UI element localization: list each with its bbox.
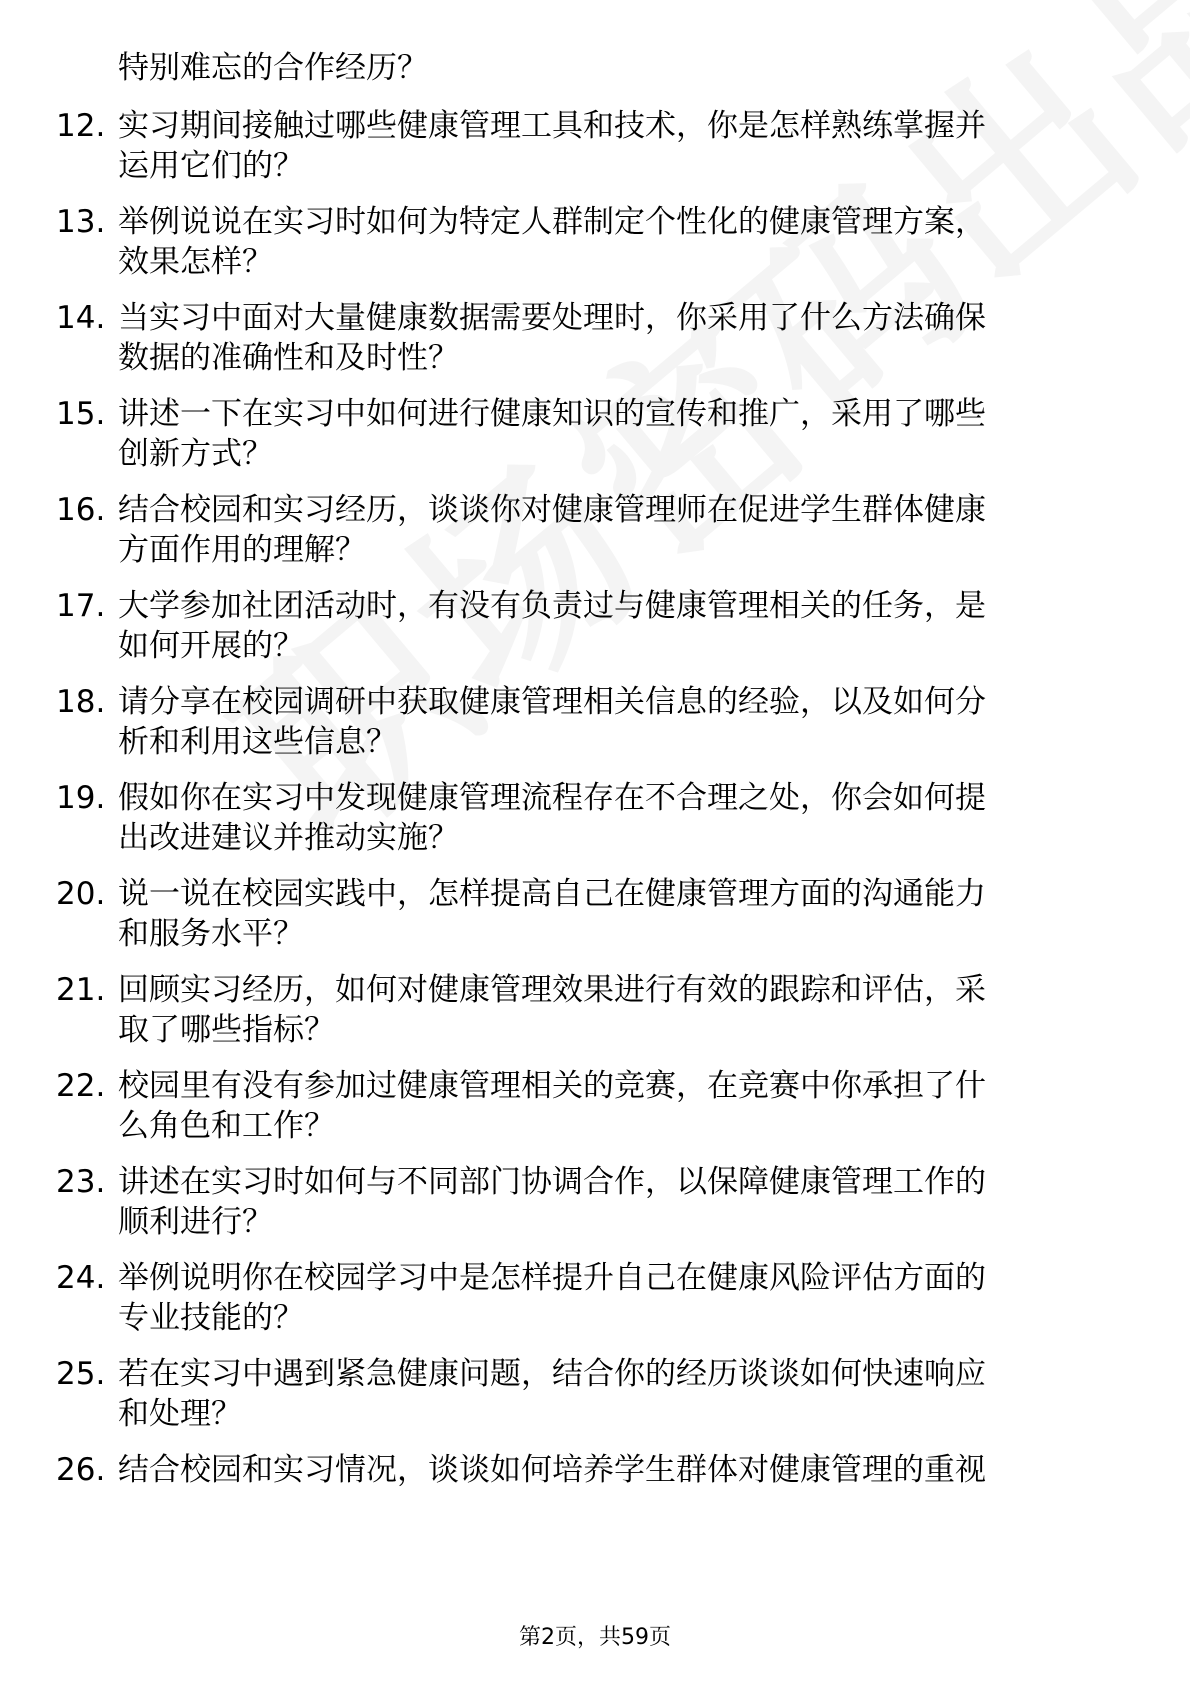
question-text-line: 大学参加社团活动时，有没有负责过与健康管理相关的任务，是 [118,588,986,624]
question-text-line: 当实习中面对大量健康数据需要处理时，你采用了什么方法确保 [118,300,986,336]
question-text-line: 校园里有没有参加过健康管理相关的竞赛，在竞赛中你承担了什 [118,1068,986,1104]
question-text-line: 数据的准确性和及时性？ [118,340,459,376]
question-text-line: 假如你在实习中发现健康管理流程存在不合理之处，你会如何提 [118,780,986,816]
question-number: 14. [56,300,106,336]
question-number: 20. [56,876,106,912]
question-text-line: 结合校园和实习情况，谈谈如何培养学生群体对健康管理的重视 [118,1452,986,1488]
question-number: 22. [56,1068,106,1104]
question-text-line: 请分享在校园调研中获取健康管理相关信息的经验，以及如何分 [118,684,986,720]
question-text-line: 讲述在实习时如何与不同部门协调合作，以保障健康管理工作的 [118,1164,986,1200]
question-text-line: 专业技能的？ [118,1300,304,1336]
question-text-line: 效果怎样？ [118,244,273,280]
question-text-line: 出改进建议并推动实施？ [118,820,459,856]
page-footer: 第2页，共59页 [519,1625,671,1650]
question-number: 15. [56,396,106,432]
question-number: 12. [56,108,106,144]
question-number: 16. [56,492,106,528]
question-text-line: 讲述一下在实习中如何进行健康知识的宣传和推广，采用了哪些 [118,396,986,432]
question-text-line: 方面作用的理解？ [118,532,366,568]
question-text-line: 结合校园和实习经历，谈谈你对健康管理师在促进学生群体健康 [118,492,986,528]
question-number: 19. [56,780,106,816]
question-text-line: 实习期间接触过哪些健康管理工具和技术，你是怎样熟练掌握并 [118,108,986,144]
question-text-line: 举例说明你在校园学习中是怎样提升自己在健康风险评估方面的 [118,1260,986,1296]
question-text-line: 运用它们的？ [118,148,304,184]
question-text-line: 和服务水平？ [118,916,304,952]
question-text-line: 取了哪些指标？ [118,1012,335,1048]
question-number: 13. [56,204,106,240]
question-text-line: 回顾实习经历，如何对健康管理效果进行有效的跟踪和评估，采 [118,972,986,1008]
question-number: 23. [56,1164,106,1200]
continuation-line: 特别难忘的合作经历？ [118,50,428,86]
question-text-line: 说一说在校园实践中，怎样提高自己在健康管理方面的沟通能力 [118,876,986,912]
question-number: 26. [56,1452,106,1488]
question-text-line: 如何开展的？ [118,628,304,664]
question-text-line: 和处理？ [118,1396,242,1432]
question-number: 17. [56,588,106,624]
question-text-line: 么角色和工作？ [118,1108,335,1144]
question-number: 21. [56,972,106,1008]
question-text-line: 若在实习中遇到紧急健康问题，结合你的经历谈谈如何快速响应 [118,1356,986,1392]
question-number: 24. [56,1260,106,1296]
question-text-line: 析和利用这些信息？ [118,724,397,760]
question-text-line: 创新方式？ [118,436,273,472]
question-text-line: 顺利进行？ [118,1204,273,1240]
question-number: 25. [56,1356,106,1392]
question-text-line: 举例说说在实习时如何为特定人群制定个性化的健康管理方案， [118,204,986,240]
question-number: 18. [56,684,106,720]
